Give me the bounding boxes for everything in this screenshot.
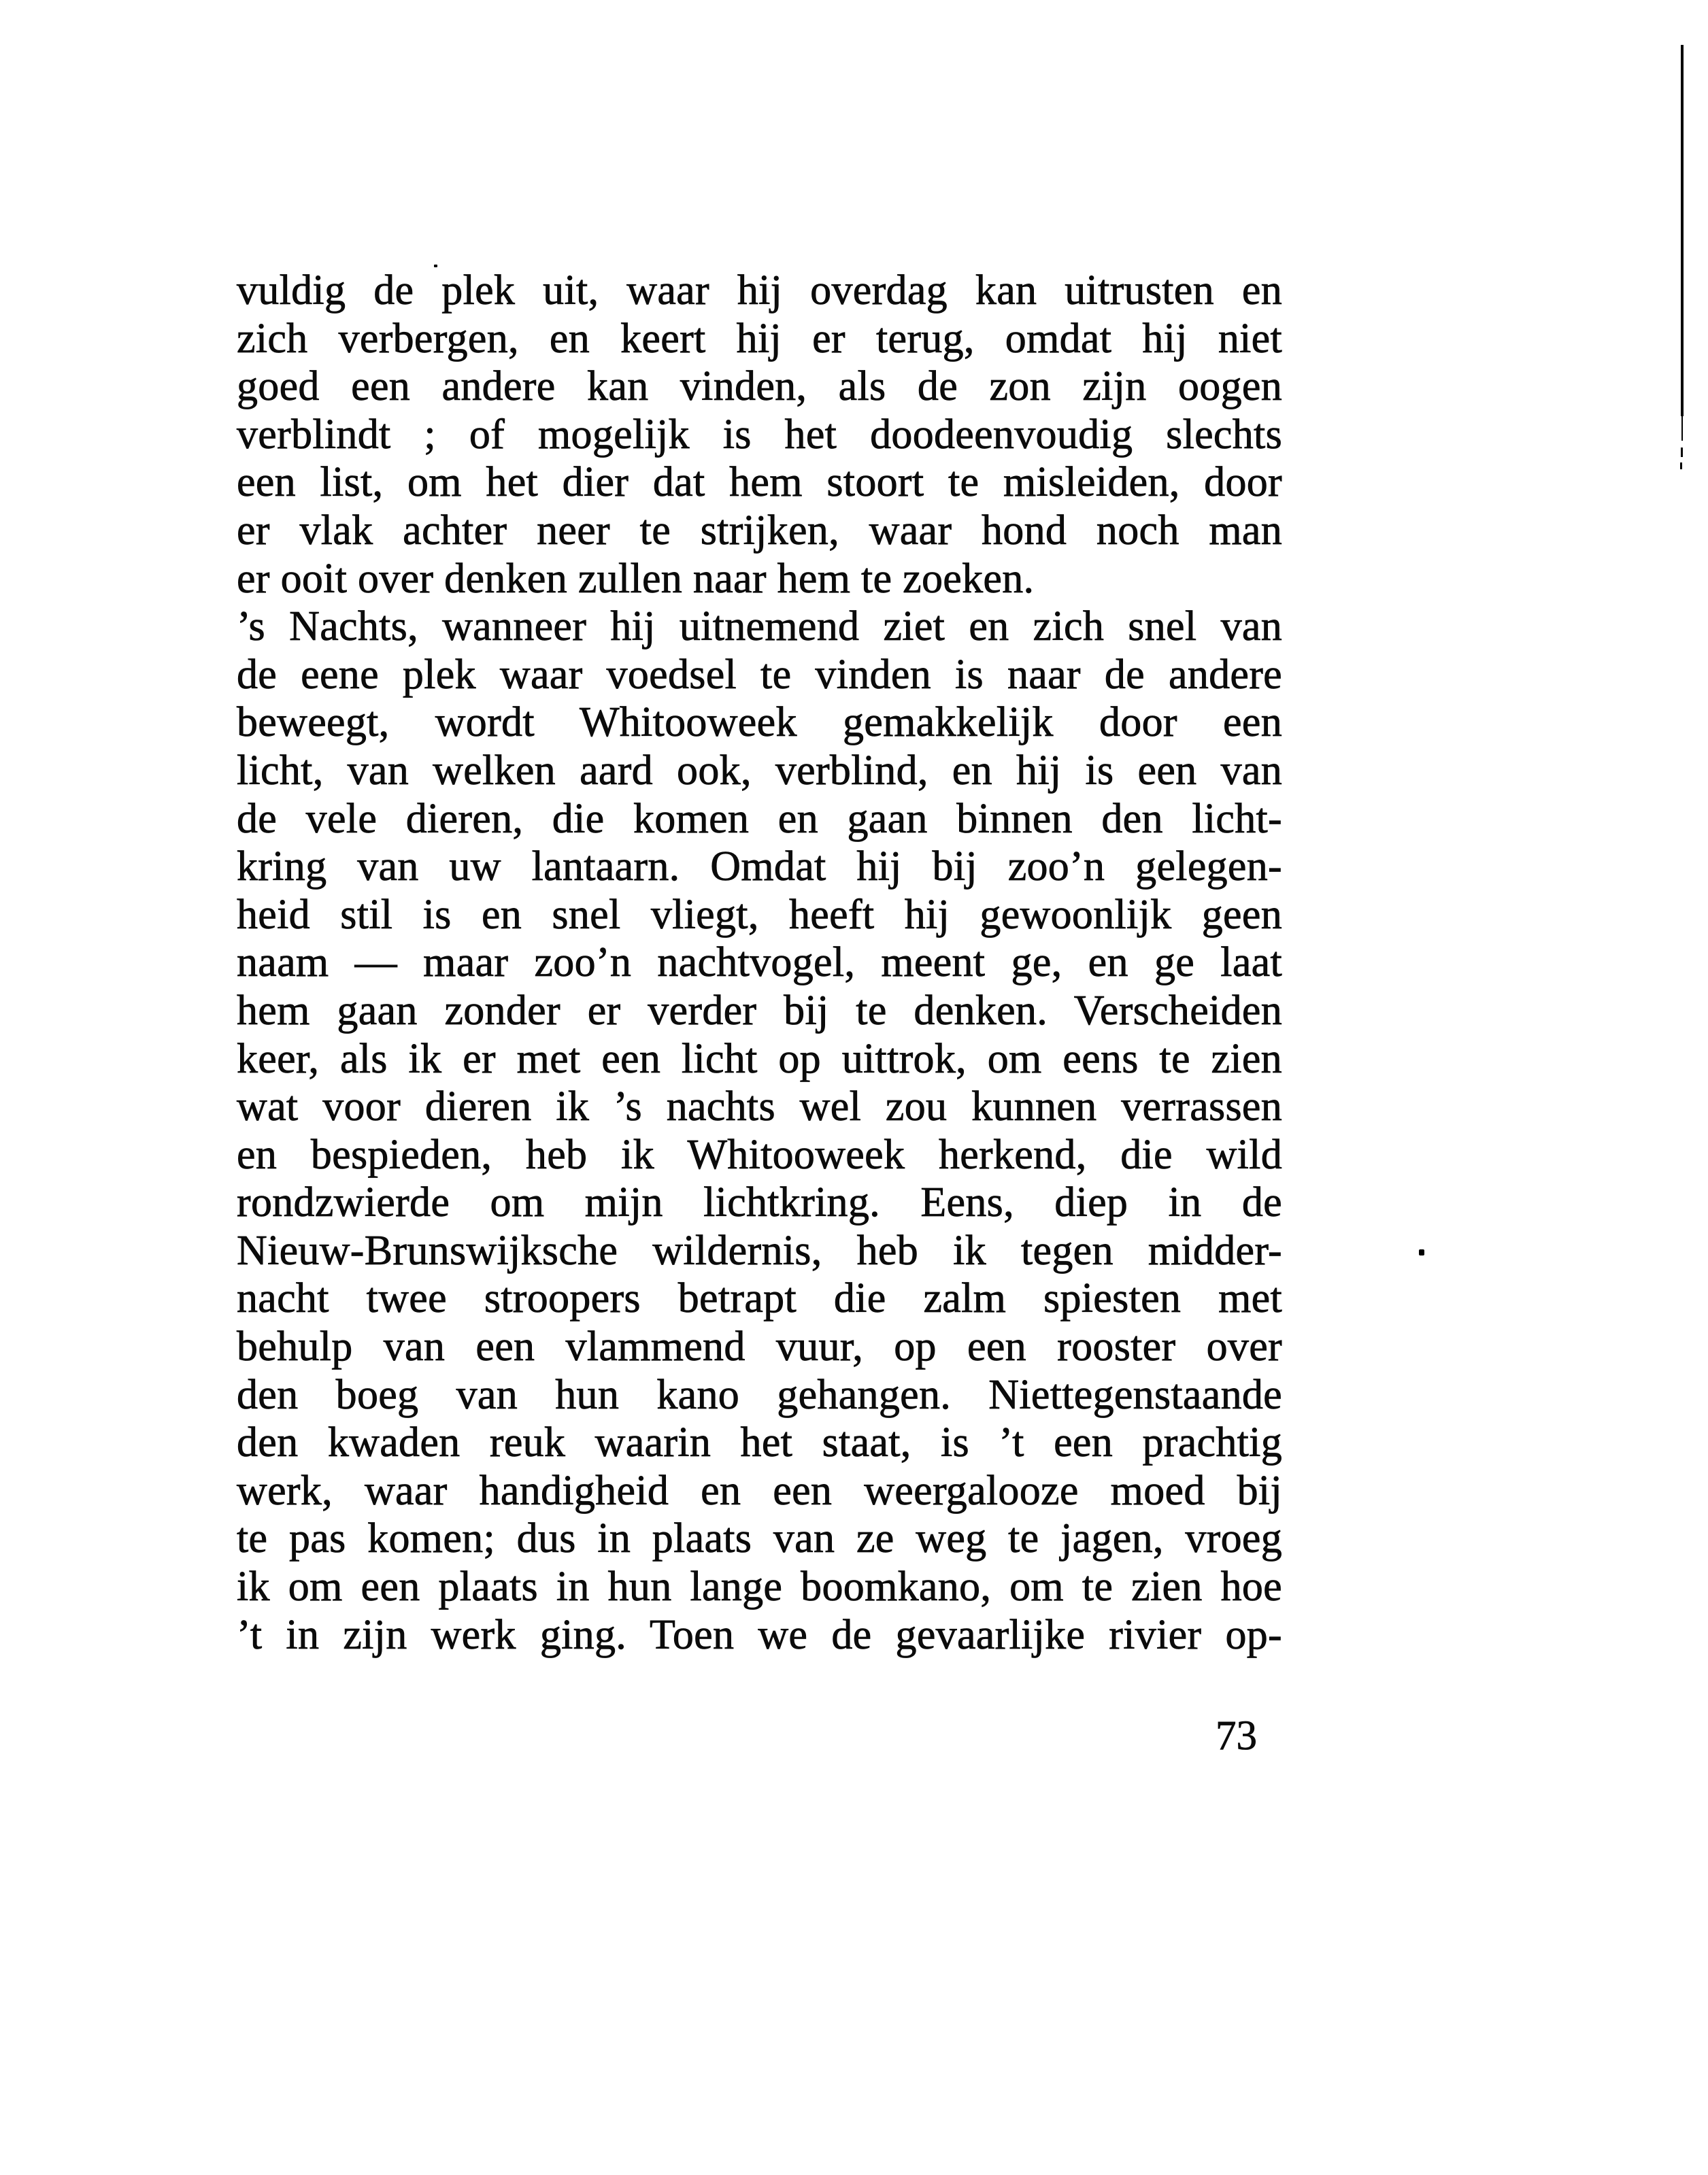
text-line: licht, van welken aard ook, verblind, en hij is een van bbox=[237, 747, 1282, 794]
text-line: en bespieden, heb ik Whitooweek herkend, die wild bbox=[237, 1131, 1282, 1178]
scan-artifact-speck bbox=[1419, 1249, 1424, 1255]
text-line: nacht twee stroopers betrapt die zalm spiesten met bbox=[237, 1275, 1282, 1322]
text-line: verblindt ; of mogelijk is het doodeenvoudig slechts bbox=[237, 411, 1282, 458]
text-line: keer, als ik er met een licht op uittrok, om eens te zien bbox=[237, 1035, 1282, 1082]
text-line: ik om een plaats in hun lange boomkano, om te zien hoe bbox=[237, 1564, 1282, 1611]
text-line: kring van uw lantaarn. Omdat hij bij zoo’n gelegen- bbox=[237, 843, 1282, 890]
scan-artifact-vertical-line bbox=[1681, 45, 1684, 416]
page-number: 73 bbox=[1216, 1713, 1257, 1759]
text-line: heid stil is en snel vliegt, heeft hij gewoonlijk geen bbox=[237, 891, 1282, 938]
paragraph-2 bbox=[237, 603, 1282, 1659]
text-line: beweegt, wordt Whitooweek gemakkelijk door een bbox=[237, 699, 1282, 746]
text-line: goed een andere kan vinden, als de zon zijn oogen bbox=[237, 363, 1282, 410]
scan-artifact-speck-small bbox=[434, 265, 437, 267]
text-line: er vlak achter neer te strijken, waar hond noch man bbox=[237, 507, 1282, 554]
text-line: den boeg van hun kano gehangen. Niettegenstaande bbox=[237, 1371, 1282, 1418]
text-line: werk, waar handigheid en een weergalooze moed bij bbox=[237, 1467, 1282, 1514]
scan-artifact-vertical-line-thin bbox=[1681, 416, 1683, 441]
text-line: rondzwierde om mijn lichtkring. Eens, diep in de bbox=[237, 1179, 1282, 1226]
text-line: zich verbergen, en keert hij er terug, omdat hij niet bbox=[237, 315, 1282, 362]
text-line: naam — maar zoo’n nachtvogel, meent ge, en ge laat bbox=[237, 939, 1282, 986]
text-line: behulp van een vlammend vuur, op een rooster over bbox=[237, 1323, 1282, 1370]
body-text bbox=[237, 267, 1282, 1659]
text-line: den kwaden reuk waarin het staat, is ’t een prachtig bbox=[237, 1419, 1282, 1466]
paragraph-1 bbox=[237, 267, 1282, 603]
text-line: vuldig de plek uit, waar hij overdag kan uitrusten en bbox=[237, 267, 1282, 314]
text-line: ’t in zijn werk ging. Toen we de gevaarlijke rivier op- bbox=[237, 1611, 1282, 1658]
text-line: de vele dieren, die komen en gaan binnen den licht- bbox=[237, 795, 1282, 842]
text-line: wat voor dieren ik ’s nachts wel zou kunnen verrassen bbox=[237, 1083, 1282, 1130]
text-line: hem gaan zonder er verder bij te denken. Verscheiden bbox=[237, 987, 1282, 1034]
scan-artifact-dash bbox=[1681, 448, 1683, 457]
text-line: er ooit over denken zullen naar hem te zoeken. bbox=[237, 555, 1035, 602]
scan-artifact-dot bbox=[1680, 462, 1682, 469]
text-line: Nieuw-Brunswijksche wildernis, heb ik tegen midder- bbox=[237, 1227, 1282, 1274]
text-line: de eene plek waar voedsel te vinden is naar de andere bbox=[237, 651, 1282, 698]
text-line: ’s Nachts, wanneer hij uitnemend ziet en zich snel van bbox=[237, 603, 1282, 650]
text-line: een list, om het dier dat hem stoort te misleiden, door bbox=[237, 459, 1282, 506]
text-line: te pas komen; dus in plaats van ze weg te jagen, vroeg bbox=[237, 1515, 1282, 1562]
